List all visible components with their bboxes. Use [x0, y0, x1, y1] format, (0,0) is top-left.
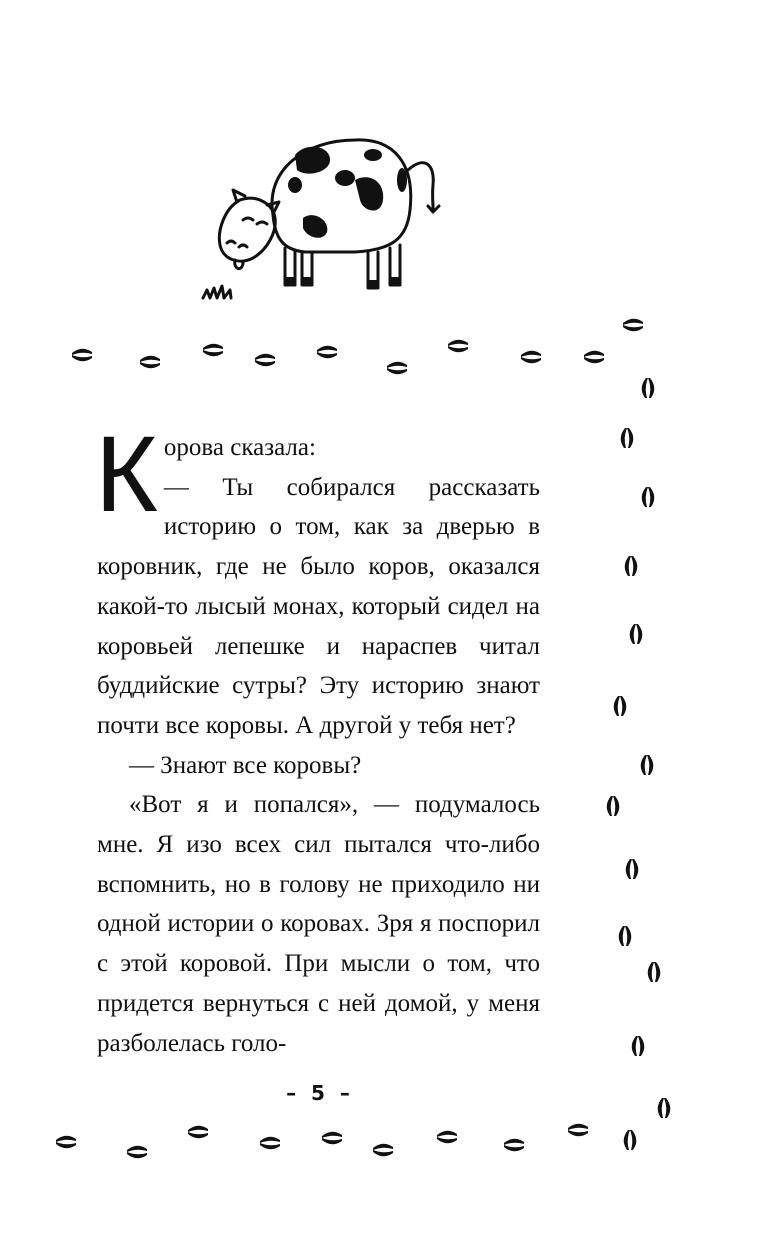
cow-eye [257, 222, 267, 224]
hoofprint-icon [56, 1136, 76, 1149]
hoofprint-icon [127, 1146, 147, 1159]
paragraph: «Вот я и попался», — подумалось мне. Я изо всех сил пытался что-либо вспомнить, но в голову не приходило ни одной истории о коровах. Зря я поспорил с этой коровой. При мысли о том, что придется вернуться с ней домой, у меня разболелась голо- [97, 791, 540, 1057]
hoofprint-icon [658, 1098, 671, 1118]
hoofprint-icon [642, 378, 655, 398]
paragraph: — Знают все коровы? [129, 751, 362, 779]
hoofprint-icon [255, 354, 275, 367]
hoofprint-icon [72, 349, 92, 362]
cow-spot [288, 177, 302, 193]
hoofprint-icon [317, 346, 337, 359]
hoofprint-icon [521, 351, 541, 364]
hoofprint-icon [437, 1131, 457, 1144]
cow-spot [355, 177, 383, 210]
hoofprint-icon [623, 319, 643, 332]
page-number: – 5 – [286, 1081, 354, 1105]
grass-icon [203, 286, 231, 298]
cow-spot [397, 168, 407, 192]
cow-illustration [195, 120, 465, 310]
hoofprint-icon [619, 926, 632, 946]
hoofprint-icon [322, 1132, 342, 1145]
hoofprint-icon [140, 356, 160, 369]
hoofprint-icon [373, 1144, 393, 1157]
hoofprint-icon [614, 696, 627, 716]
hoofprint-icon [642, 487, 655, 507]
cow-spot [364, 149, 382, 161]
hoofprint-icon [584, 351, 604, 364]
hoofprint-icon [387, 362, 407, 375]
hoofprint-icon [188, 1126, 208, 1139]
paragraph [95, 413, 540, 534]
story-text [95, 413, 540, 1063]
cow-head [219, 198, 275, 261]
drop-cap: К [95, 413, 156, 534]
cow-spot [335, 170, 355, 186]
paragraph: — Ты собирался рассказать историю о том, как за дверью в коровник, где не было коров, оказался какой-то лысый монах, который сидел на коровьей лепешке и нараспев читал буддийские сутры? Эту историю знают почти все коровы. А другой у тебя нет? [97, 473, 540, 739]
hoofprint-icon [625, 556, 638, 576]
cow-eye [243, 218, 253, 220]
cow-spot [303, 215, 327, 238]
cow-body [272, 140, 411, 252]
hoofprint-icon [626, 859, 639, 879]
cow-spot [295, 147, 330, 174]
hoofprint-icon [641, 755, 654, 775]
hoofprint-icon [568, 1124, 588, 1137]
paragraph-text: орова сказала: [163, 434, 316, 461]
hoofprint-icon [621, 428, 634, 448]
hoofprint-icon [607, 796, 620, 816]
hoofprint-icon [632, 1036, 645, 1056]
hoofprint-icon [203, 344, 223, 357]
hoofprint-icon [630, 624, 643, 644]
hoofprint-icon [504, 1139, 524, 1152]
hoofprint-icon [448, 340, 468, 353]
hoofprint-icon [260, 1137, 280, 1150]
hoofprint-icon [648, 962, 661, 982]
hoofprint-icon [624, 1130, 637, 1150]
